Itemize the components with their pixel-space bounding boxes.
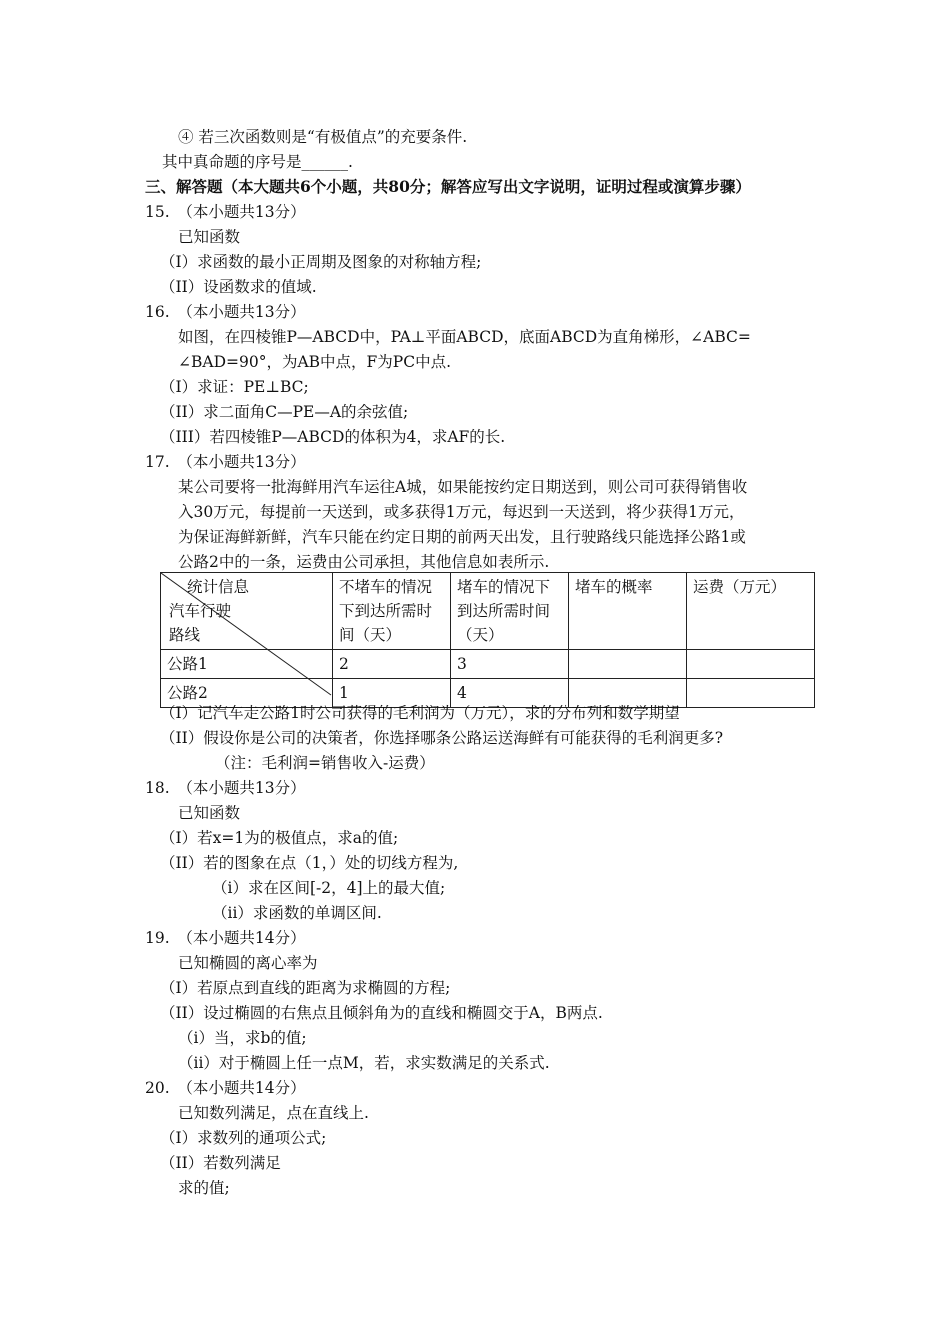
cost-cell: [687, 679, 815, 708]
q19-heading: 19. （本小题共14分）: [145, 929, 306, 947]
q16-part-2: （II）求二面角C—PE—A的余弦值;: [160, 403, 409, 421]
jam-time-cell: 3: [451, 650, 569, 679]
q17-stem-4: 公路2中的一条，运费由公司承担，其他信息如表所示.: [178, 553, 550, 571]
header-line: 到达所需时间: [457, 602, 551, 620]
q16-stem-1: 如图，在四棱锥P—ABCD中，PA⊥平面ABCD，底面ABCD为直角梯形，∠ABC=: [178, 328, 751, 346]
q19-stem: 已知椭圆的离心率为: [178, 954, 318, 972]
normal-time-cell: 2: [333, 650, 451, 679]
cost-cell: [687, 650, 815, 679]
q15-part-1: （I）求函数的最小正周期及图象的对称轴方程;: [160, 253, 482, 271]
normal-time-cell: 1: [333, 679, 451, 708]
q16-part-1: （I）求证：PE⊥BC;: [160, 378, 309, 396]
header-jam-time: [451, 573, 569, 650]
true-propositions-blank: 其中真命题的序号是______.: [162, 153, 353, 171]
probability-cell: [569, 650, 687, 679]
route-cell: 公路2: [161, 679, 333, 708]
shipping-info-table: [160, 572, 815, 708]
header-line: 不堵车的情况: [339, 578, 433, 596]
header-line: 堵车的情况下: [457, 578, 551, 596]
q20-heading: 20. （本小题共14分）: [145, 1079, 306, 1097]
section-heading: 三、解答题（本大题共6个小题，共80分；解答应写出文字说明，证明过程或演算步骤）: [145, 177, 751, 196]
route-cell: 公路1: [161, 650, 333, 679]
header-cost: 运费（万元）: [687, 573, 815, 650]
q17-stem-3: 为保证海鲜新鲜，汽车只能在约定日期的前两天出发，且行驶路线只能选择公路1或: [178, 528, 746, 546]
header-jam-probability: 堵车的概率: [569, 573, 687, 650]
q20-part-2-ask: 求的值;: [178, 1179, 230, 1197]
q19-part-2-i: （i）当，求b的值;: [178, 1029, 307, 1047]
q16-stem-2: ∠BAD=90°，为AB中点，F为PC中点.: [178, 353, 452, 371]
q17-part-2: （II）假设你是公司的决策者，你选择哪条公路运送海鲜有可能获得的毛利润更多?: [160, 729, 724, 747]
header-line: （天）: [457, 626, 504, 644]
q16-heading: 16. （本小题共13分）: [145, 303, 306, 321]
diag-label-bottom: 路线: [169, 626, 201, 644]
q17-heading: 17. （本小题共13分）: [145, 453, 306, 471]
q18-part-2-ii: （ii）求函数的单调区间.: [212, 904, 382, 922]
q17-stem-1: 某公司要将一批海鲜用汽车运往A城，如果能按约定日期送到，则公司可获得销售收: [178, 478, 748, 496]
q18-part-1: （I）若x=1为的极值点，求a的值;: [160, 829, 399, 847]
q18-part-2-i: （i）求在区间[-2，4]上的最大值;: [212, 879, 446, 897]
statement-4: ④ 若三次函数则是“有极值点”的充要条件.: [178, 128, 468, 146]
q20-part-1: （I）求数列的通项公式;: [160, 1129, 327, 1147]
q18-stem: 已知函数: [178, 804, 241, 822]
header-normal-time: [333, 573, 451, 650]
q17-stem-2: 入30万元，每提前一天送到，或多获得1万元，每迟到一天送到，将少获得1万元，: [178, 503, 745, 521]
diag-label-mid: 汽车行驶: [169, 602, 232, 620]
header-line: 下到达所需时: [339, 602, 433, 620]
q20-part-2: （II）若数列满足: [160, 1154, 281, 1172]
q19-part-2: （II）设过椭圆的右焦点且倾斜角为的直线和椭圆交于A，B两点.: [160, 1004, 603, 1022]
q19-part-1: （I）若原点到直线的距离为求椭圆的方程;: [160, 979, 451, 997]
diagonal-header-cell: [161, 573, 333, 650]
q20-stem: 已知数列满足，点在直线上.: [178, 1104, 369, 1122]
q19-part-2-ii: （ii）对于椭圆上任一点M，若，求实数满足的关系式.: [178, 1054, 550, 1072]
q15-heading: 15. （本小题共13分）: [145, 203, 306, 221]
jam-time-cell: 4: [451, 679, 569, 708]
q18-part-2: （II）若的图象在点（1，）处的切线方程为,: [160, 854, 459, 872]
q16-part-3: （III）若四棱锥P—ABCD的体积为4，求AF的长.: [160, 428, 506, 446]
q18-heading: 18. （本小题共13分）: [145, 779, 306, 797]
diag-label-top: 统计信息: [187, 578, 250, 596]
header-line: 间（天）: [339, 626, 402, 644]
q17-note: （注：毛利润=销售收入-运费）: [215, 754, 435, 772]
q17-part-1: （I）记汽车走公路1时公司获得的毛利润为（万元），求的分布列和数学期望: [160, 704, 680, 722]
q15-stem: 已知函数: [178, 228, 241, 246]
q15-part-2: （II）设函数求的值域.: [160, 278, 317, 296]
table-header-row: [161, 573, 815, 650]
